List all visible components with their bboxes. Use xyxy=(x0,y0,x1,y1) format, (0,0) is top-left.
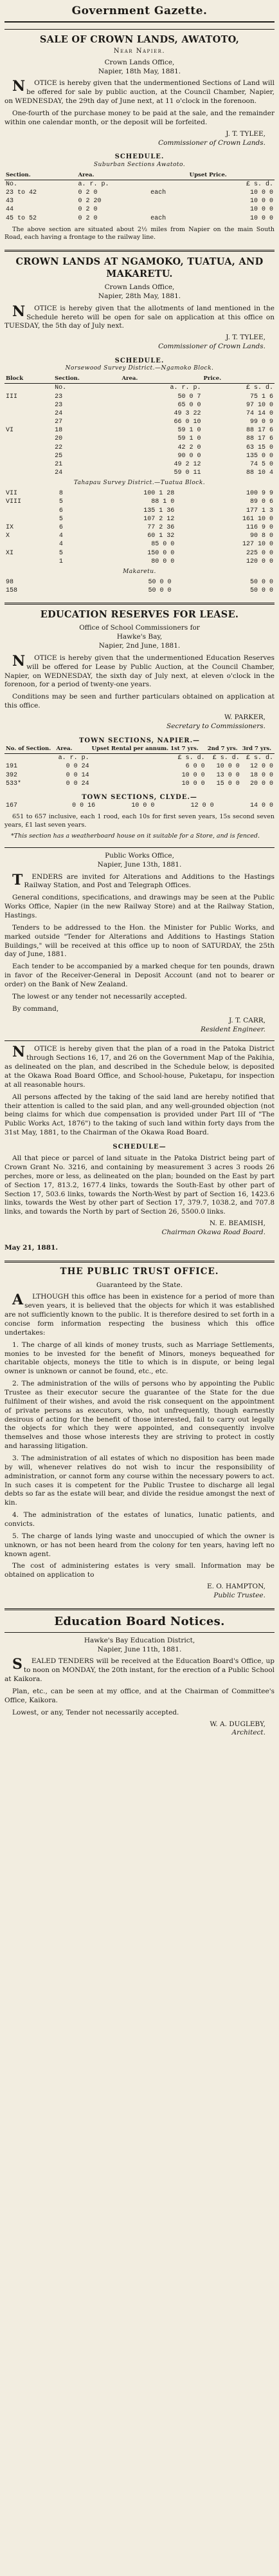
table-cell xyxy=(4,558,58,566)
table-cell: 12 0 0 xyxy=(190,802,214,810)
table-cell: No. xyxy=(55,384,67,392)
table-cell: each xyxy=(150,189,166,196)
table-row xyxy=(4,444,274,452)
table-cell: 22 xyxy=(55,444,63,451)
table-cell: 77 2 36 xyxy=(147,524,175,531)
table-cell: 100 1 28 xyxy=(143,490,175,498)
table-row xyxy=(4,180,274,189)
table-row xyxy=(4,418,274,426)
table-cell: 13 0 0 xyxy=(216,771,240,779)
table-row xyxy=(4,460,274,469)
public-trust-sub: Guaranteed by the State. xyxy=(96,1281,183,1289)
signature-name: J. T. TYLEE, xyxy=(226,129,266,138)
table-cell: 88 17 6 xyxy=(246,427,273,435)
table-cell: 23 xyxy=(55,393,63,400)
table-cell: 167 xyxy=(6,802,18,810)
table-cell xyxy=(4,469,53,477)
okawa-schedule-text: All that piece or parcel of land situate in the Patoka District being part of Crown Grant No. 3216, and containing by measurement 3 acres 3 roods 26 perches, more or less, as delineated on the plan; bounded on the East by part of Section 17, 813.2, 1677.4 links, towards the South-East by other part of Section 17, 503.6 links, towards the North-West by part of Section 16, 1423.6 links, towards the West by other part of Section 17, 379.7, 1038.2, and 707.8 links, and towards the North by part of Section 26, 5500.0 links. xyxy=(4,1154,274,1216)
table-cell xyxy=(4,754,55,763)
okawa-schedule-heading: SCHEDULE— xyxy=(113,1143,166,1151)
table-cell xyxy=(4,507,58,515)
table-cell: 10 0 0 xyxy=(216,763,240,771)
by-command: By command, xyxy=(12,1004,59,1013)
table-header: Block xyxy=(4,375,53,384)
table-row xyxy=(4,205,274,214)
town-heading: TOWN SECTIONS, NAPIER.— xyxy=(78,737,201,744)
education-board-office xyxy=(4,1637,274,1655)
table-cell: 59 1 0 xyxy=(177,427,201,435)
table-cell: 6 xyxy=(59,507,63,514)
signature-title: Secretary to Commissioners. xyxy=(166,722,266,730)
table-cell: 533* xyxy=(6,780,22,787)
table-row xyxy=(4,469,274,477)
table-cell xyxy=(4,452,53,460)
okawa-body-1: NOTICE is hereby given that the plan of a road in the Patoka District through Sections 16, 17, and 26 on the Government Map of the Pakihia, as delineated on the plan, and described in the Schedule below, is deposited at the Okawa Road Board Office, and School-house, Puketapu, for inspection at all reasonable hours. xyxy=(4,1044,274,1089)
table-header: Price. xyxy=(203,375,274,384)
table-header: Upset Price. xyxy=(188,171,274,180)
table-cell: 60 1 32 xyxy=(147,532,175,540)
table-cell: £ s. d. xyxy=(177,755,205,762)
table-row xyxy=(4,587,274,595)
table-cell: 0 0 16 xyxy=(72,802,96,810)
public-trust-notice xyxy=(4,1261,274,1601)
table-cell: 99 0 9 xyxy=(249,418,273,426)
okawa-signature xyxy=(4,1219,274,1237)
table-cell xyxy=(4,409,53,418)
board-body-3: Lowest, or any, Tender not necessarily accepted. xyxy=(12,1708,179,1716)
table-cell: 50 0 0 xyxy=(148,578,172,586)
signature-name: J. T. CARR, xyxy=(229,1016,266,1024)
table-cell xyxy=(4,540,58,549)
gazette-page xyxy=(4,0,274,1738)
table-row xyxy=(4,401,274,409)
table-cell: 0 0 24 xyxy=(66,780,89,787)
table-cell: 116 9 0 xyxy=(246,524,273,531)
education-body-1: NOTICE is hereby given that the undermentioned Education Reserves will be offered for Lease by Public Auction, at the Council Chamber, Napier, on WEDNESDAY, the sixth day of July next, at eleven o'clock in the forenoon, for a period of twenty-one years. xyxy=(4,652,274,689)
awatoto-schedule-sub: Suburban Sections Awatoto. xyxy=(93,161,186,168)
public-works-body-2: General conditions, specifications, and drawings may be seen at the Public Works Office, Napier (in the new Railway Store) and at the Railway Station, Hastings. xyxy=(4,894,274,920)
awatoto-signature xyxy=(4,130,274,148)
table-cell: £ s. d. xyxy=(246,180,273,188)
office-line: Napier, 18th May, 1881. xyxy=(98,67,181,75)
table-row xyxy=(4,498,274,506)
table-cell: 135 1 36 xyxy=(143,507,175,514)
table-cell: 44 xyxy=(6,206,14,214)
table-cell: 24 xyxy=(55,409,63,417)
table-cell: 4 xyxy=(59,541,63,549)
table-cell: 100 9 9 xyxy=(246,490,273,498)
public-works-office xyxy=(4,852,274,870)
education-title: EDUCATION RESERVES FOR LEASE. xyxy=(40,609,239,621)
table-row xyxy=(4,507,274,515)
table-cell: 49 2 12 xyxy=(174,461,201,468)
table-cell: 127 10 0 xyxy=(242,541,273,549)
public-trust-signature xyxy=(4,1583,274,1601)
table-row xyxy=(4,515,274,523)
table-cell: 6 0 0 xyxy=(185,763,205,771)
table-cell: 5 xyxy=(59,498,63,506)
public-works-signature xyxy=(4,1017,274,1035)
signature-title: Architect. xyxy=(231,1729,266,1737)
table-cell xyxy=(4,435,53,443)
awatoto-office xyxy=(4,59,274,77)
table-row xyxy=(4,802,274,810)
table-row xyxy=(4,214,274,223)
signature-name: W. A. DUGLEBY, xyxy=(210,1720,266,1728)
ngamoko-title: CROWN LANDS AT NGAMOKO, TUATUA, AND MAKARETU. xyxy=(15,256,264,279)
awatoto-title: SALE OF CROWN LANDS, AWATOTO, xyxy=(39,34,240,46)
table-header: Area. xyxy=(55,745,91,754)
education-signature xyxy=(4,713,274,731)
ngamoko-office xyxy=(4,283,274,301)
table-cell: 18 0 0 xyxy=(249,771,273,779)
table-cell: 0 2 20 xyxy=(78,198,102,205)
table-cell: VI xyxy=(6,427,14,435)
awatoto-body-1: NOTICE is hereby given that the undermentioned Sections of Land will be offered for sale by public auction, at the Council Chamber, Napier, on WEDNESDAY, the 29th day of June next, at 11 o'clock in the forenoon. xyxy=(4,78,274,106)
ngamoko-schedule-heading: SCHEDULE. xyxy=(114,357,165,365)
table-header: 2nd 7 yrs. xyxy=(206,745,241,754)
office-line: Napier, June 11th, 1881. xyxy=(97,1645,182,1653)
table-cell: 10 0 0 xyxy=(249,198,273,205)
okawa-notice xyxy=(4,1040,274,1252)
table-cell: 74 5 0 xyxy=(249,461,273,468)
table-header: No. of Section. xyxy=(4,745,55,754)
table-cell: 65 0 0 xyxy=(177,401,201,409)
table-header: Area. xyxy=(77,171,150,180)
public-works-body-1: TENDERS are invited for Alterations and Additions to the Hastings Railway Station, and Post and Telegraph Offices. xyxy=(12,871,274,890)
board-signature xyxy=(4,1720,274,1738)
table-cell: 90 8 0 xyxy=(249,532,273,540)
table-cell: 63 15 0 xyxy=(246,444,273,451)
table-cell: 392 xyxy=(6,771,18,779)
table-cell: £ s. d. xyxy=(246,384,273,392)
table-row xyxy=(4,489,274,498)
education-body-2: Conditions may be seen and further particulars obtained on application at this office. xyxy=(4,693,274,710)
table-cell: 107 2 12 xyxy=(143,515,175,523)
table-row xyxy=(4,549,274,558)
office-line: Crown Lands Office, xyxy=(104,58,175,66)
table-cell: 10 0 0 xyxy=(181,780,205,787)
clyde-note: 651 to 657 inclusive, each 1 rood, each 10s for first seven years, 15s second seven years, £1 last seven years. xyxy=(4,813,274,829)
table-row xyxy=(4,393,274,401)
table-cell: a. r. p. xyxy=(58,755,89,762)
table-cell: £ s. d. xyxy=(212,755,240,762)
table-cell: 27 xyxy=(55,418,63,426)
table-row xyxy=(4,780,274,788)
table-cell: £ s. d. xyxy=(246,755,273,762)
table-cell: each xyxy=(150,214,166,222)
signature-name: J. T. TYLEE, xyxy=(226,334,266,342)
table-cell: 5 xyxy=(59,515,63,523)
table-header xyxy=(149,171,188,180)
table-cell: 49 3 22 xyxy=(174,409,201,417)
table-cell: 50 0 7 xyxy=(177,393,201,400)
public-works-body-5: The lowest or any tender not necessarily accepted. xyxy=(12,992,187,1001)
table-cell: 88 17 6 xyxy=(246,435,273,443)
office-line: Napier, 2nd June, 1881. xyxy=(98,642,181,650)
table-row xyxy=(4,523,274,532)
table-cell: 18 xyxy=(55,427,63,435)
table-cell: 66 0 10 xyxy=(174,418,201,426)
masthead: Government Gazette. xyxy=(4,1,274,23)
table-header: 3rd 7 yrs. xyxy=(241,745,274,754)
table-cell: 50 0 0 xyxy=(148,587,172,594)
table-cell: 225 0 0 xyxy=(246,549,273,557)
okawa-body-2: All persons affected by the taking of the said land are hereby notified that their attention is called to the said plan, and any well-grounded objection (not being claims for which due compensation is provided under Part III of "The Public Works Act, 1876") to the taking of such land within forty days from the 31st May, 1881, to the Chairman of the Okawa Road Board. xyxy=(4,1093,274,1137)
table-cell: 8 xyxy=(59,490,63,498)
table-cell: 20 xyxy=(55,435,63,443)
signature-name: E. O. HAMPTON, xyxy=(206,1583,266,1591)
table-cell: 97 10 0 xyxy=(246,401,273,409)
signature-title: Commissioner of Crown Lands. xyxy=(158,343,266,351)
table-cell: 0 0 14 xyxy=(66,771,89,779)
table-cell: 14 0 0 xyxy=(249,802,273,810)
table-cell: 15 0 0 xyxy=(216,780,240,787)
ngamoko-schedule-sub2: Tahapau Survey District.—Tuatua Block. xyxy=(73,480,206,487)
table-cell: 88 10 4 xyxy=(246,469,273,477)
table-row xyxy=(4,197,274,205)
table-cell: 0 2 0 xyxy=(78,214,98,222)
table-cell: VIII xyxy=(6,498,22,506)
ngamoko-signature xyxy=(4,334,274,352)
table-cell: 12 0 0 xyxy=(249,763,273,771)
table-row xyxy=(4,558,274,566)
table-cell: 0 2 0 xyxy=(78,206,98,214)
public-trust-body-3: 2. The administration of the wills of persons who by appointing the Public Trustee as their executor secure the guarantee of the State for the due fulfilment of their wishes, and avoid the risk consequent on the appointment of private persons as executors, who, not unfrequently, though earnestly desirous of acting for the benefit of those interested, fail to carry out legally the objects for which they were appointed, and consequently involve themselves and those whose interests they are striving to protect in costly and harassing litigation. xyxy=(4,1380,274,1451)
office-line: Crown Lands Office, xyxy=(104,283,175,292)
signature-title: Public Trustee. xyxy=(213,1592,266,1600)
table-row xyxy=(4,578,274,587)
education-notice xyxy=(4,603,274,841)
table-cell: 135 0 0 xyxy=(246,452,273,460)
clyde-table xyxy=(4,802,274,810)
table-row xyxy=(4,426,274,435)
table-cell: 150 0 0 xyxy=(147,549,175,557)
table-header: Section. xyxy=(4,171,77,180)
table-row xyxy=(4,452,274,460)
table-cell xyxy=(4,401,53,409)
table-cell: 90 0 0 xyxy=(177,452,201,460)
table-cell: 45 to 52 xyxy=(6,214,37,222)
table-row xyxy=(4,754,274,763)
table-cell xyxy=(149,180,188,189)
table-header: Section. xyxy=(53,375,120,384)
table-cell: 75 1 6 xyxy=(249,393,273,400)
public-works-body-4: Each tender to be accompanied by a marked cheque for ten pounds, drawn in favor of the Receiver-General in Deposit Account (and not to bearer or order) on the Bank of New Zealand. xyxy=(4,963,274,989)
table-cell: IX xyxy=(6,524,14,531)
board-body-2: Plan, etc., can be seen at my office, and at the Chairman of Committee's Office, Kaikora. xyxy=(4,1687,274,1704)
table-cell xyxy=(4,418,53,426)
public-works-notice xyxy=(4,847,274,1034)
table-cell: 10 0 0 xyxy=(249,206,273,214)
table-cell: 85 0 0 xyxy=(151,541,175,549)
ngamoko-schedule-sub: Norsewood Survey District.—Ngamoko Block. xyxy=(65,365,214,372)
table-cell: 0 2 0 xyxy=(78,189,98,196)
awatoto-subtitle: Near Napier. xyxy=(113,47,166,55)
table-cell: 1 xyxy=(59,558,63,565)
signature-name: N. E. BEAMISH, xyxy=(209,1219,266,1228)
makaretu-table xyxy=(4,578,274,595)
education-board-title: Education Board Notices. xyxy=(54,1614,225,1628)
table-cell: 24 xyxy=(55,469,63,477)
tuatua-table xyxy=(4,489,274,566)
public-trust-body-1: ALTHOUGH this office has been in existence for a period of more than seven years, it is believed that the objects for which it was established are not sufficiently known to the public. It is therefore desired to set forth in a concise form information respecting the business which this office undertakes: xyxy=(4,1292,274,1337)
office-line: Public Works Office, xyxy=(105,851,174,860)
public-trust-body-6: 5. The charge of lands lying waste and unoccupied of which the owner is unknown, or has not been heard from the colony for ten years, having left no known agent. xyxy=(4,1532,274,1558)
table-cell: 88 1 0 xyxy=(151,498,175,506)
table-cell: 50 0 0 xyxy=(249,578,273,586)
table-cell: No. xyxy=(6,180,18,188)
clyde-heading: TOWN SECTIONS, CLYDE.— xyxy=(82,793,197,801)
table-cell xyxy=(60,587,71,595)
public-works-body-3: Tenders to be addressed to the Hon. the Minister for Public Works, and marked outside "Tender for Alterations and Additions to Hastings Station Buildings," will be received at this office up to noon of SATURDAY, the 25th day of June, 1881. xyxy=(4,923,274,959)
signature-name: W. PARKER, xyxy=(224,713,266,722)
table-cell: 42 2 0 xyxy=(177,444,201,451)
table-cell xyxy=(4,384,53,393)
ngamoko-body-1: NOTICE is hereby given that the allotments of land mentioned in the Schedule hereto will be open for sale on application at this office on TUESDAY, the 5th day of July next. xyxy=(4,303,274,330)
awatoto-schedule-heading: SCHEDULE. xyxy=(114,153,165,161)
table-cell: 20 0 0 xyxy=(249,780,273,787)
table-cell: 177 1 3 xyxy=(246,507,273,514)
table-cell: 10 0 0 xyxy=(249,214,273,222)
table-cell: 21 xyxy=(55,461,63,468)
public-trust-body-5: 4. The administration of the estates of lunatics, lunatic patients, and convicts. xyxy=(4,1511,274,1528)
office-line: Hawke's Bay Education District, xyxy=(84,1636,195,1644)
table-cell: VII xyxy=(6,490,18,498)
table-row xyxy=(4,189,274,197)
table-cell: 120 0 0 xyxy=(246,558,273,565)
table-row xyxy=(4,762,274,771)
ngamoko-notice xyxy=(4,250,274,595)
table-row xyxy=(4,435,274,443)
signature-title: Chairman Okawa Road Board. xyxy=(161,1228,266,1237)
table-cell: 191 xyxy=(6,763,18,771)
table-row xyxy=(4,771,274,780)
education-office xyxy=(4,624,274,651)
table-cell: X xyxy=(6,532,10,540)
board-body-1: SEALED TENDERS will be received at the Education Board's Office, up to noon on MONDAY, the 20th instant, for the erection of a Public School at Kaikora. xyxy=(4,1656,274,1684)
awatoto-body-2: One-fourth of the purchase money to be paid at the sale, and the remainder within one calendar month, or the deposit will be forfeited. xyxy=(4,109,274,126)
office-line: Office of School Commissioners for xyxy=(79,624,200,632)
ngamoko-schedule-sub3: Makaretu. xyxy=(123,568,156,575)
table-cell: 5 xyxy=(59,549,63,557)
table-cell: 43 xyxy=(6,198,14,205)
okawa-date: May 21, 1881. xyxy=(4,1243,58,1252)
public-trust-title: THE PUBLIC TRUST OFFICE. xyxy=(60,1266,219,1277)
table-cell: 74 14 0 xyxy=(246,409,273,417)
table-cell: a. r. p. xyxy=(78,180,109,188)
table-cell xyxy=(149,197,188,205)
table-cell: 23 xyxy=(55,401,63,409)
table-header: Upset Rental per annum. 1st 7 yrs. xyxy=(91,745,206,754)
table-cell: 25 xyxy=(55,452,63,460)
table-row xyxy=(4,409,274,418)
public-trust-body-4: 3. The administration of all estates of which no disposition has been made by will, whenever relatives do not wish to incur the responsibility of administration, or cannot form any course within the necessary powers to act. In such cases it is competent for the Public Trustee to discharge all legal debts so far as the estate will bear, and divide the residue amongst the next of kin. xyxy=(4,1454,274,1507)
table-cell: 59 1 0 xyxy=(177,435,201,443)
table-row xyxy=(4,540,274,549)
office-line: Hawke's Bay, xyxy=(116,633,163,641)
signature-title: Commissioner of Crown Lands. xyxy=(158,138,266,147)
awatoto-table xyxy=(4,171,274,223)
table-row xyxy=(4,532,274,540)
table-cell xyxy=(4,460,53,469)
table-cell: a. r. p. xyxy=(170,384,201,392)
table-cell: 158 xyxy=(6,587,18,594)
table-cell xyxy=(4,515,58,523)
awatoto-footer: The above section are situated about 2½ miles from Napier on the main South Road, each having a frontage to the railway line. xyxy=(4,225,274,241)
table-cell xyxy=(149,205,188,214)
table-cell: 59 0 11 xyxy=(174,469,201,477)
table-header: Area. xyxy=(120,375,202,384)
signature-title: Resident Engineer. xyxy=(200,1025,266,1033)
table-cell: 98 xyxy=(6,578,14,586)
ngamoko-table xyxy=(4,375,274,477)
table-cell: 80 0 0 xyxy=(151,558,175,565)
table-cell: 161 10 0 xyxy=(242,515,273,523)
office-line: Napier, 28th May, 1881. xyxy=(98,292,181,300)
office-line: Napier, June 13th, 1881. xyxy=(97,860,182,869)
table-cell xyxy=(60,578,71,587)
education-footnote: *This section has a weatherboard house on it suitable for a Store, and is fenced. xyxy=(11,832,260,840)
table-cell: 10 0 0 xyxy=(181,771,205,779)
table-cell: 0 0 24 xyxy=(66,763,89,771)
education-board-notice xyxy=(4,1608,274,1738)
town-table xyxy=(4,745,274,788)
awatoto-notice xyxy=(4,29,274,241)
public-trust-body-7: The cost of administering estates is very small. Information may be obtained on application to xyxy=(4,1562,274,1579)
public-trust-body-2: 1. The charge of all kinds of money trusts, such as Marriage Settlements, monies to be invested for the benefit of Minors, moneys bequeathed for charitable objects, moneys the title to which is in dispute, or being legal owner is unknown or cannot be found, etc., etc. xyxy=(4,1340,274,1376)
table-cell: 10 0 0 xyxy=(131,802,155,810)
table-row xyxy=(4,384,274,393)
table-cell: 23 to 42 xyxy=(6,189,37,196)
table-cell: 50 0 0 xyxy=(249,587,273,594)
table-cell: 10 0 0 xyxy=(249,189,273,196)
table-cell: XI xyxy=(6,549,14,557)
table-cell xyxy=(4,444,53,452)
table-cell: 89 0 6 xyxy=(249,498,273,506)
table-cell: 4 xyxy=(59,532,63,540)
table-cell: III xyxy=(6,393,18,400)
table-cell: 6 xyxy=(59,524,63,531)
